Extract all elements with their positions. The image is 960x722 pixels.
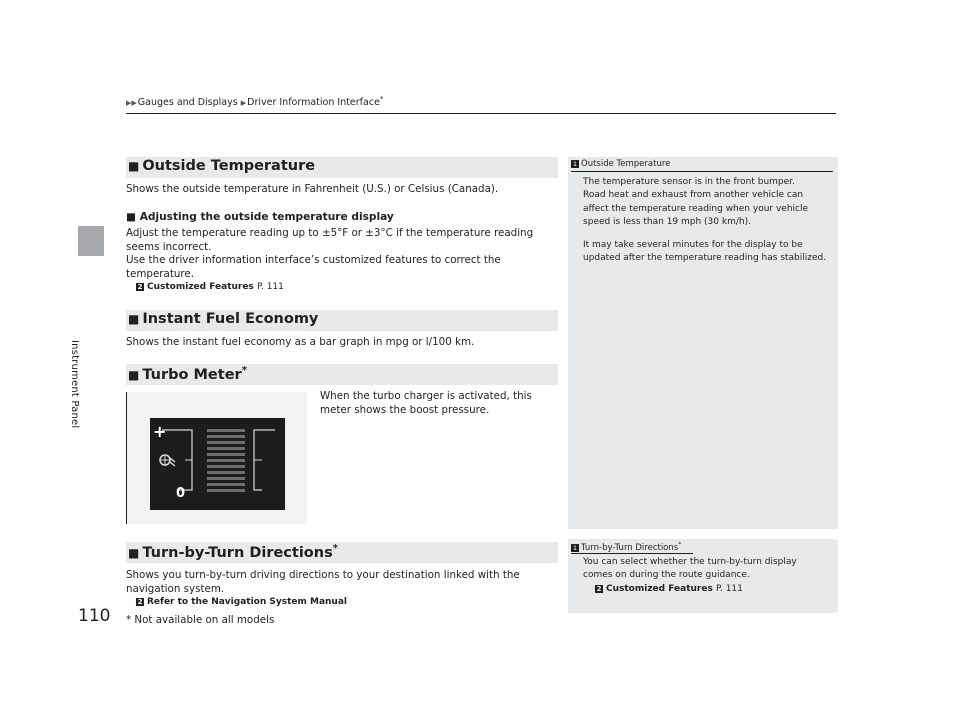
- breadcrumb: [126, 95, 383, 108]
- section-title: Outside Temperature: [142, 158, 316, 174]
- sidebar-section-label: Instrument Panel: [69, 340, 80, 429]
- reference-arrow-icon: 2: [137, 598, 143, 606]
- note-line: affect the temperature reading when your vehicle: [583, 203, 809, 214]
- turn-by-turn-description: [126, 569, 520, 596]
- note-box-turn-by-turn: [568, 539, 838, 613]
- text-line: navigation system.: [126, 582, 225, 595]
- section-header-turbo-meter: [126, 364, 558, 385]
- note-title-rule: [571, 171, 833, 172]
- section-header-instant-fuel-economy: [126, 310, 558, 331]
- breadcrumb-item-driver-info[interactable]: Driver Information Interface: [247, 97, 380, 109]
- reference-page: P. 111: [256, 282, 284, 292]
- square-bullet-icon: ■: [128, 545, 140, 560]
- note-box-outside-temperature: [568, 157, 838, 529]
- breadcrumb-arrow-icon: ▶: [240, 99, 247, 108]
- outside-temp-description: Shows the outside temperature in Fahrenheit (U.S.) or Celsius (Canada).: [126, 183, 499, 195]
- asterisk: *: [678, 541, 682, 548]
- note-line: It may take several minutes for the display to be: [583, 239, 803, 250]
- text-line: Adjust the temperature reading up to ±5°F or ±3°C if the temperature reading: [126, 227, 534, 239]
- gauge-zero-label: 0: [176, 486, 186, 501]
- text-line: Shows you turn-by-turn driving directions to your destination linked with the: [126, 569, 520, 581]
- section-header-turn-by-turn: [126, 542, 558, 563]
- cross-reference-customized-features[interactable]: [136, 282, 284, 292]
- gauge-plus-label: +: [153, 422, 167, 441]
- note-body: [583, 176, 826, 265]
- reference-page: P. 111: [715, 583, 743, 594]
- breadcrumb-arrow-icon: ▶▶: [126, 99, 137, 108]
- text-line: temperature.: [126, 267, 194, 280]
- note-marker-icon: 1: [572, 543, 578, 552]
- turbo-gauge-graphic: [150, 418, 285, 510]
- reference-label[interactable]: Customized Features: [147, 282, 254, 292]
- turbo-meter-illustration: [150, 418, 285, 510]
- reference-label[interactable]: Refer to the Navigation System Manual: [147, 597, 347, 607]
- square-bullet-icon: ■: [128, 367, 140, 382]
- text-line: When the turbo charger is activated, this: [320, 390, 532, 402]
- note-line: You can select whether the turn-by-turn display: [583, 557, 797, 567]
- square-bullet-icon: ■: [128, 312, 140, 326]
- header-divider: [126, 113, 836, 114]
- reference-arrow-icon: 2: [137, 283, 143, 291]
- note-line: comes on during the route guidance.: [583, 570, 750, 581]
- note-line: Road heat and exhaust from another vehicle can: [583, 190, 804, 201]
- note-title-text: Outside Temperature: [581, 159, 671, 169]
- asterisk: *: [241, 365, 247, 376]
- subheading-text: Adjusting the outside temperature display: [139, 211, 394, 223]
- square-bullet-icon: ■: [126, 211, 137, 223]
- note-line: The temperature sensor is in the front bumper.: [583, 177, 795, 187]
- section-title: Turn-by-Turn Directions: [142, 544, 333, 561]
- gauge-bars: [207, 429, 245, 492]
- subheading-adjust-temp: [126, 211, 394, 225]
- section-header-outside-temperature: [126, 157, 558, 178]
- breadcrumb-item-gauges[interactable]: Gauges and Displays: [137, 97, 238, 109]
- note-title: [571, 541, 681, 553]
- breadcrumb-asterisk: *: [379, 95, 384, 103]
- square-bullet-icon: ■: [128, 159, 140, 173]
- cross-reference-navigation-manual[interactable]: [136, 597, 347, 607]
- text-line: Use the driver information interface’s customized features to correct the: [126, 254, 501, 267]
- cross-reference-customized-features[interactable]: [595, 583, 797, 596]
- sidebar-tab-marker: [78, 226, 104, 256]
- note-marker-icon: 1: [572, 160, 578, 168]
- text-line: seems incorrect.: [126, 240, 212, 253]
- note-title-rule: [571, 553, 693, 554]
- fuel-economy-description: Shows the instant fuel economy as a bar graph in mpg or l/100 km.: [126, 336, 475, 348]
- reference-arrow-icon: 2: [596, 584, 602, 593]
- page-number: 110: [78, 606, 111, 626]
- note-title: [571, 159, 670, 169]
- note-line: speed is less than 19 mph (30 km/h).: [583, 217, 751, 228]
- footnote: * Not available on all models: [126, 614, 275, 626]
- adjust-temp-instructions: [126, 227, 556, 281]
- note-title-text: Turn-by-Turn Directions: [581, 542, 679, 553]
- section-title: Turbo Meter: [142, 366, 242, 383]
- reference-label[interactable]: Customized Features: [606, 583, 713, 594]
- turbo-icon: [160, 455, 175, 466]
- text-line: meter shows the boost pressure.: [320, 403, 490, 416]
- asterisk: *: [332, 543, 338, 554]
- section-title: Instant Fuel Economy: [142, 311, 319, 327]
- note-body: [583, 556, 797, 596]
- note-line: updated after the temperature reading has stabilized.: [583, 253, 827, 264]
- turbo-description: [320, 390, 532, 417]
